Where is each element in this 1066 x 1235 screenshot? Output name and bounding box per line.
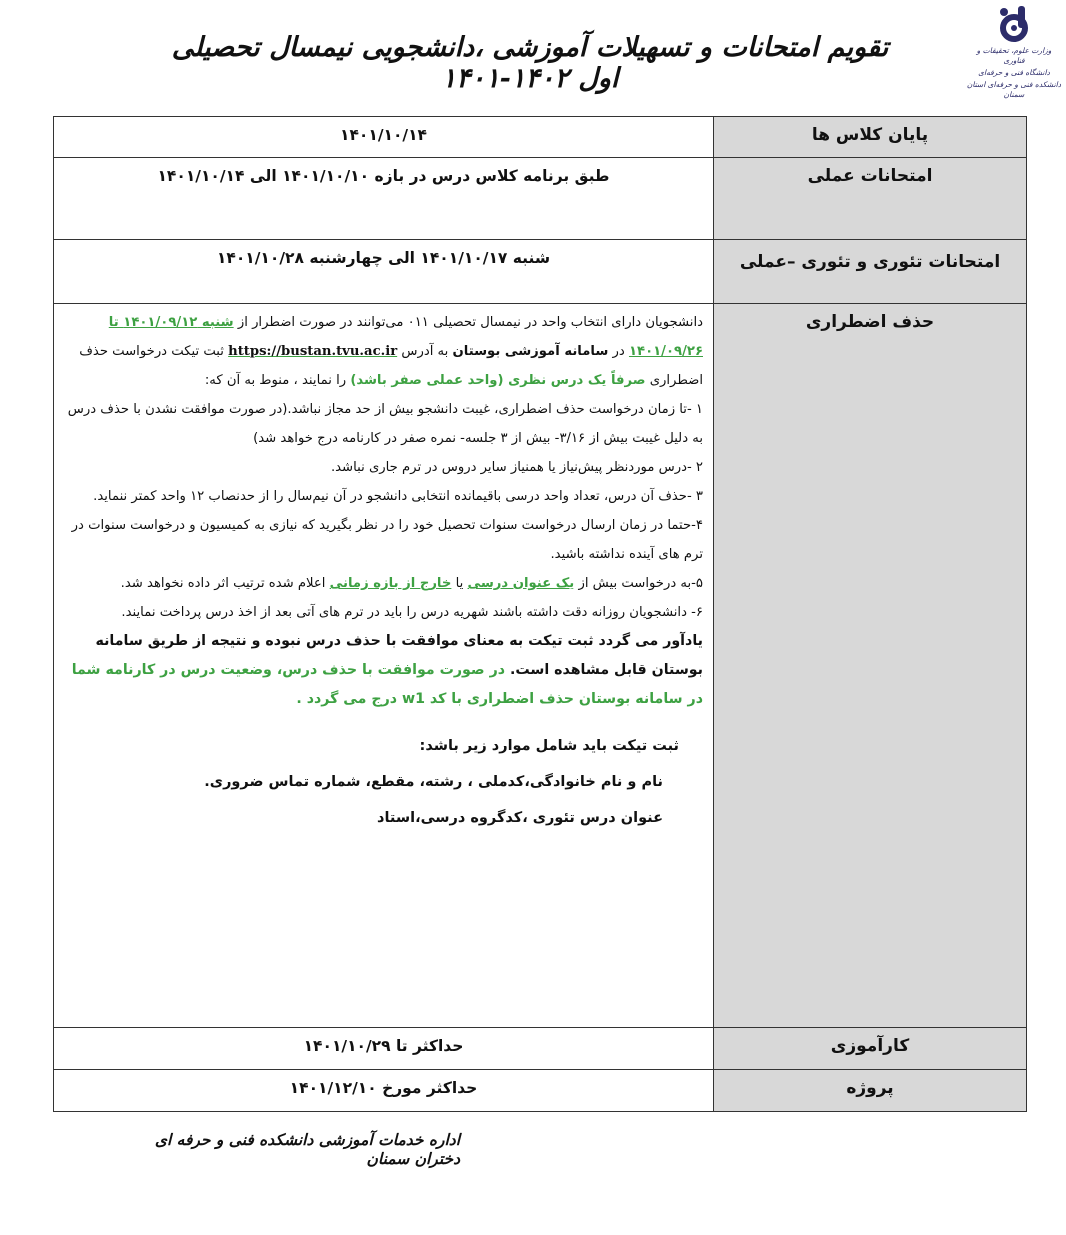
page-title: تقویم امتحانات و تسهیلات آموزشی ،دانشجویی نیمسال تحصیلی اول ۱۴۰۲-۱۴۰۱: [171, 32, 889, 94]
row-internship: [54, 1028, 1027, 1070]
withdraw-details: [54, 304, 714, 1028]
condition-item-2: ۲ -درس موردنظر پیش‌نیاز یا همنیاز سایر دروس در ترم جاری نباشد.: [330, 460, 703, 475]
theory-course-condition: صرفاً یک درس نظری (واحد عملی صفر باشد): [350, 373, 646, 388]
condition-item-5: [64, 569, 703, 598]
logo-emblem-icon: [992, 4, 1036, 44]
footer-signature: اداره خدمات آموزشی دانشکده فنی و حرفه ای دختران سمنان: [154, 1130, 460, 1168]
item5-text-c: یا: [455, 576, 464, 591]
condition-item-3: ۳ -حذف آن درس، تعداد واحد درسی باقیمانده انتخابی دانشجو در آن نیم‌سال را از حدنصاب ۱۲ واحد کمتر ننماید.: [93, 489, 703, 504]
bustan-url-link[interactable]: https://bustan.tvu.ac.ir: [228, 344, 398, 359]
condition-item-4: ۴-حتما در زمان ارسال درخواست سنوات تحصیل خود را در نظر بگیرید که نیازی به کمیسیون و درخواست سنوات در ترم های آینده نداشته باشید.: [71, 518, 703, 562]
value-internship: حداکثر تا ۱۴۰۱/۱۰/۲۹: [54, 1028, 714, 1070]
ticket-requirements: [64, 728, 703, 836]
item5-out-of-range: خارج از بازه زمانی: [329, 576, 452, 591]
ticket-line-1: نام و نام خانوادگی،کدملی ، رشته، مقطع، شماره تماس ضروری.: [204, 774, 663, 790]
intro-text-e: را نمایند ، منوط به آن که:: [204, 373, 347, 388]
row-theory: [54, 240, 1027, 304]
logo-text-1: وزارت علوم، تحقیقات و فناوری: [976, 46, 1052, 65]
reminder-text: یادآور می گردد ثبت تیکت به معنای موافقت با حذف درس نبوده و نتیجه از طریق سامانه بوستان قابل مشاهده است.: [95, 633, 703, 678]
intro-text-d: ثبت تیکت درخواست حذف اضطراری: [79, 344, 703, 388]
withdraw-date-range: شنبه ۱۴۰۱/۰۹/۱۲ تا ۱۴۰۱/۰۹/۲۶: [108, 315, 703, 359]
label-withdraw: حذف اضطراری: [714, 304, 1027, 1028]
label-class-end: پایان کلاس ها: [714, 117, 1027, 158]
item5-one-course: یک عنوان درسی: [467, 576, 575, 591]
label-practical: امتحانات عملی: [714, 158, 1027, 240]
value-project: حداکثر مورخ ۱۴۰۱/۱۲/۱۰: [54, 1070, 714, 1112]
reminder-note: [64, 627, 703, 714]
logo-text-3: دانشکده فنی و حرفه‌ای استان سمنان: [966, 80, 1062, 99]
label-project: پروژه: [714, 1070, 1027, 1112]
value-class-end: ۱۴۰۱/۱۰/۱۴: [54, 117, 714, 158]
intro-text-a: دانشجویان دارای انتخاب واحد در نیمسال تحصیلی ۰۱۱ می‌توانند در صورت اضطرار از: [237, 315, 703, 330]
row-class-end: [54, 117, 1027, 158]
item5-text-e: اعلام شده ترتیب اثر داده نخواهد شد.: [120, 576, 326, 591]
intro-text-b: در: [612, 344, 625, 359]
row-practical: [54, 158, 1027, 240]
ticket-title: ثبت تیکت باید شامل موارد زیر باشد:: [419, 738, 679, 754]
item5-text-a: ۵-به درخواست بیش از: [578, 576, 703, 591]
university-logo: [966, 4, 1062, 108]
label-internship: کارآموزی: [714, 1028, 1027, 1070]
row-project: [54, 1070, 1027, 1112]
reminder-green-text: در صورت موافقت با حذف درس، وضعیت درس در کارنامه شما در سامانه بوستان حذف اضطراری با کد w1 درج می گردد .: [71, 662, 703, 707]
row-withdraw: [54, 304, 1027, 1028]
value-practical: طبق برنامه کلاس درس در بازه ۱۴۰۱/۱۰/۱۰ الی ۱۴۰۱/۱۰/۱۴: [54, 158, 714, 240]
bustan-system-name: سامانه آموزشی بوستان: [452, 344, 609, 359]
label-theory: امتحانات تئوری و تئوری –عملی: [714, 240, 1027, 304]
value-theory: شنبه ۱۴۰۱/۱۰/۱۷ الی چهارشنبه ۱۴۰۱/۱۰/۲۸: [54, 240, 714, 304]
ticket-line-2: عنوان درس تئوری ،کدگروه درسی،استاد: [377, 810, 663, 826]
logo-text-2: دانشگاه فنی و حرفه‌ای: [978, 68, 1050, 77]
withdraw-intro: [64, 308, 703, 395]
condition-item-1: ۱ -تا زمان درخواست حذف اضطراری، غیبت دانشجو بیش از حد مجاز نباشد.(در صورت موافقت نشدن با حذف درس به دلیل غیبت بیش از ۳/۱۶- بیش از ۳ جلسه- نمره صفر در کارنامه درج خواهد شد): [67, 402, 703, 446]
intro-text-c: به آدرس: [401, 344, 449, 359]
calendar-table: [53, 116, 1027, 1112]
condition-item-6: ۶- دانشجویان روزانه دقت داشته باشند شهریه درس را باید در ترم های آتی بعد از اخذ درس پرداخت نمایند.: [121, 605, 703, 620]
